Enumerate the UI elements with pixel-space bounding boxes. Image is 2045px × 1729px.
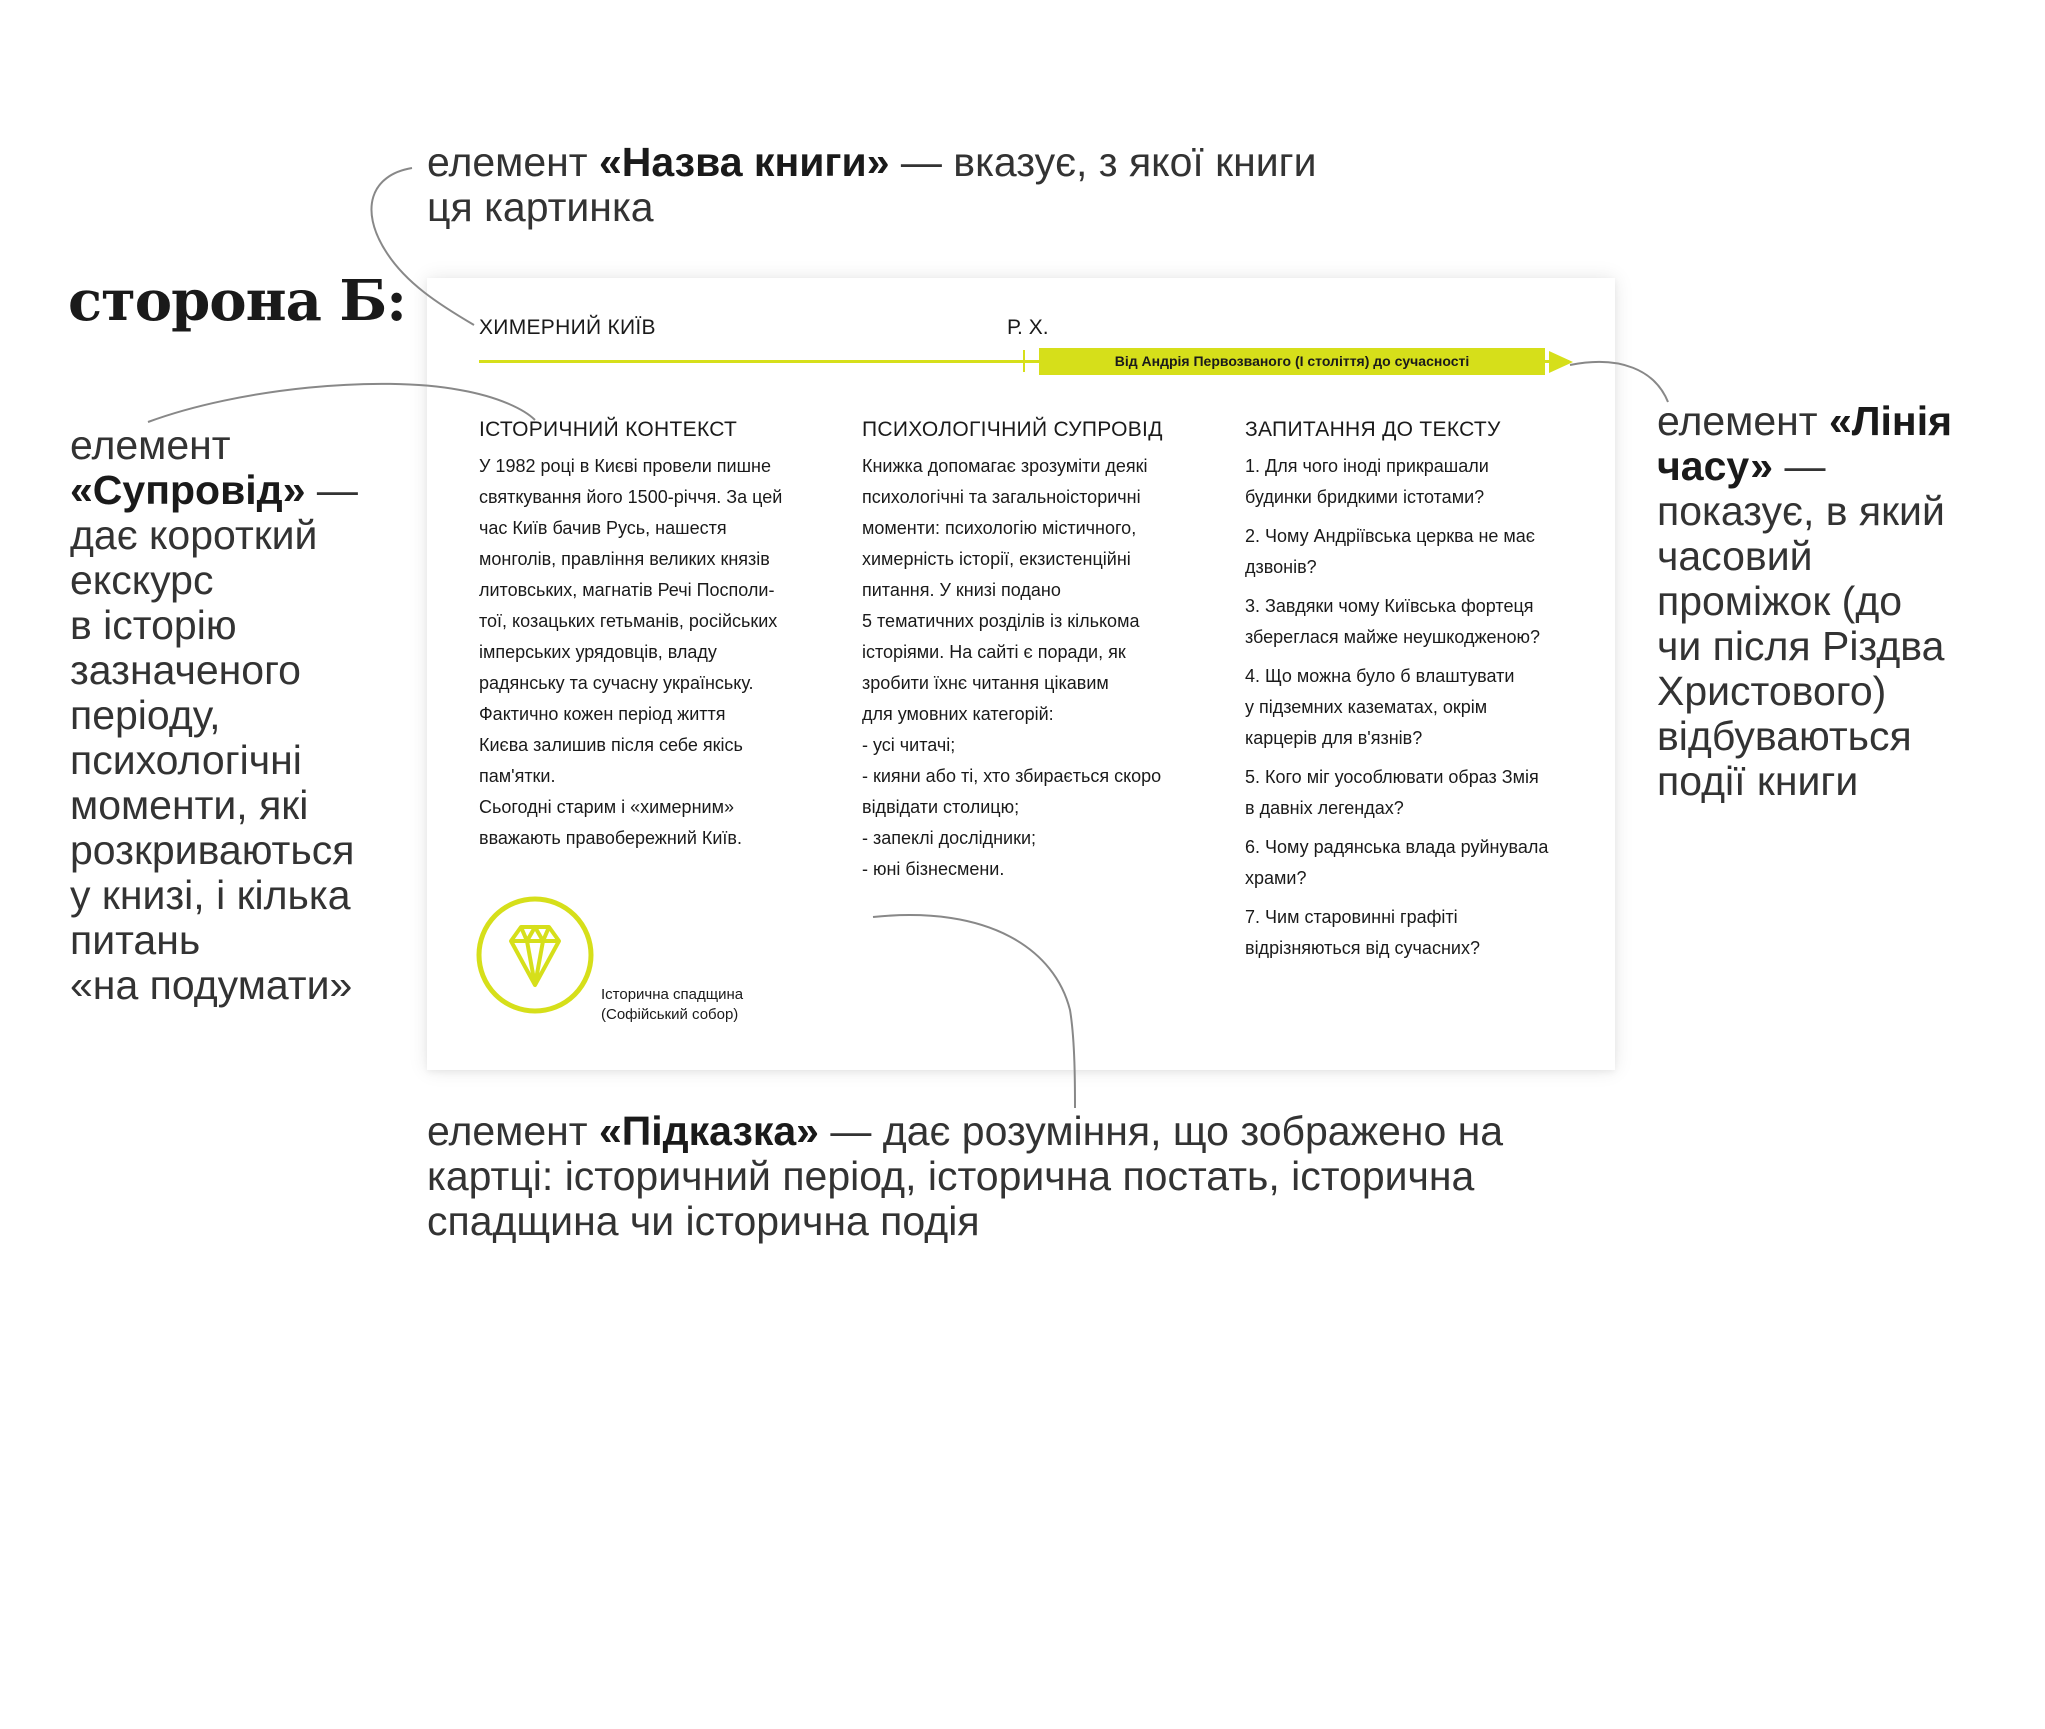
callout-line: елемент: [70, 422, 231, 468]
column-text: Книжка допомагає зрозуміти деякі психологічні та загальноісторичні моменти: психологію містичного, химерність історії, екзистенційні питання. У книзі подано 5 тематичних розділів із кількома історіями. На сайті є поради, як зробити їхнє читання цікавим для умовних категорій: - усі читачі; - кияни або ті, хто збирається скоро відвідати столицю; - запеклі дослідники; - юні бізнесмени.: [862, 456, 1162, 879]
book-title: ХИМЕРНИЙ КИЇВ: [479, 316, 656, 339]
column-heading: ПСИХОЛОГІЧНИЙ СУПРОВІД: [862, 418, 1163, 441]
callout-term: «Підказка»: [598, 1108, 819, 1154]
column-heading: ІСТОРИЧНИЙ КОНТЕКСТ: [479, 418, 738, 441]
callout-term-suffix: —: [1773, 443, 1826, 489]
timeline-marker-label: Р. Х.: [1007, 316, 1049, 339]
callout-prefix: елемент: [427, 1108, 599, 1154]
callout-suffix: — вказує, з якої книги: [889, 139, 1317, 185]
connector-hint: [873, 915, 1075, 1108]
column-heading: ЗАПИТАННЯ ДО ТЕКСТУ: [1245, 418, 1501, 441]
callout-line: ця картинка: [427, 184, 654, 230]
callout-prefix: елемент: [1657, 398, 1829, 444]
connector-timeline: [1570, 362, 1668, 402]
callout-suffix: — дає розуміння, що зображено на: [818, 1108, 1504, 1154]
callout-body: дає короткий екскурс в історію зазначеного періоду, психологічні моменти, які розкриваються у книзі, і кілька питань «на подумати»: [70, 512, 355, 1008]
connector-book-name: [371, 168, 474, 325]
callout-line: спадщина чи історична подія: [427, 1198, 980, 1244]
question-item: 7. Чим старовинні графіті відрізняються від сучасних?: [1245, 907, 1480, 958]
page-title: сторона Б:: [68, 268, 406, 334]
callout-term: часу»: [1657, 443, 1774, 489]
callout-line: картці: історичний період, історична постать, історична: [427, 1153, 1475, 1199]
question-item: 4. Що можна було б влаштувати у підземних казематах, окрім карцерів для в'язнів?: [1245, 666, 1515, 748]
timeline-period-bar: Від Андрія Первозваного (І століття) до сучасності: [1039, 348, 1545, 375]
question-item: 3. Завдяки чому Київська фортеця збереглася майже неушкодженою?: [1245, 596, 1541, 647]
callout-term: «Лінія: [1828, 398, 1953, 444]
question-item: 1. Для чого іноді прикрашали будинки бридкими істотами?: [1245, 456, 1489, 507]
callout-body: показує, в який часовий проміжок (до чи після Різдва Христового) відбуваються події книги: [1657, 488, 1945, 804]
callout-term-suffix: —: [305, 467, 358, 513]
connector-support: [148, 384, 535, 422]
callout-term: «Супровід»: [70, 467, 306, 513]
question-item: 5. Кого міг уособлювати образ Змія в давніх легендах?: [1245, 767, 1539, 818]
column-text: У 1982 році в Києві провели пишне святкування його 1500-річчя. За цей час Київ бачив Русь, нашестя монголів, правління великих князів литовських, магнатів Речі Посполи- тої, козацьких гетьманів, російських імперських урядовців, владу радянську та сучасну українську. Фактично кожен період життя Києва залишив після себе якісь пам'ятки. Сьогодні старим і «химерним» вважають правобережний Київ.: [479, 456, 783, 848]
callout-term: «Назва книги»: [598, 139, 890, 185]
hint-caption: Історична спадщина (Софійський собор): [601, 986, 744, 1023]
callout-prefix: елемент: [427, 139, 599, 185]
question-item: 6. Чому радянська влада руйнувала храми?: [1245, 837, 1549, 888]
question-item: 2. Чому Андріївська церква не має дзвонів?: [1245, 526, 1535, 577]
